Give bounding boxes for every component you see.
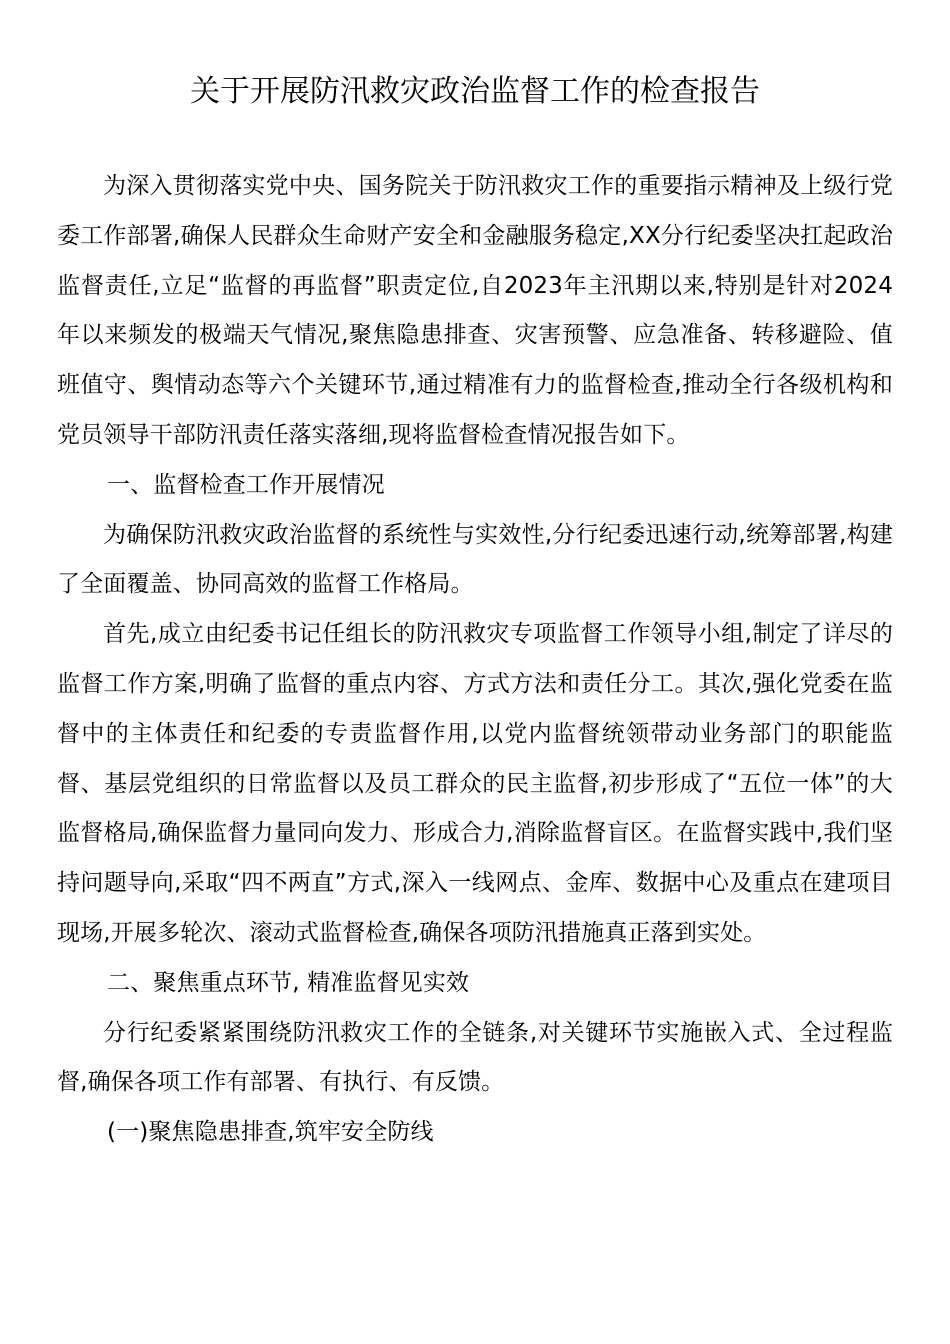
paragraph-intro: 为深入贯彻落实党中央、国务院关于防汛救灾工作的重要指示精神及上级行党委工作部署,确保人民群众生命财产安全和金融服务稳定,XX分行纪委坚决扛起政治监督责任,立足“监督的再监督”职责定位,自2023年主汛期以来,特别是针对2024年以来频发的极端天气情况,聚焦隐患排查、灾害预警、应急准备、转移避险、值班值守、舆情动态等六个关键环节,通过精准有力的监督检查,推动全行各级机构和党员领导干部防汛责任落实落细,现将监督检查情况报告如下。: [57, 173, 893, 448]
paragraph-key-links: 分行纪委紧紧围绕防汛救灾工作的全链条,对关键环节实施嵌入式、全过程监督,确保各项工作有部署、有执行、有反馈。: [57, 1019, 893, 1096]
paragraph-measures: 首先,成立由纪委书记任组长的防汛救灾专项监督工作领导小组,制定了详尽的监督工作方案,明确了监督的重点内容、方式方法和责任分工。其次,强化党委在监督中的主体责任和纪委的专责监督作用,以党内监督统领带动业务部门的职能监督、基层党组织的日常监督以及员工群众的民主监督,初步形成了“五位一体”的大监督格局,确保监督力量同向发力、形成合力,消除监督盲区。在监督实践中,我们坚持问题导向,采取“四不两直”方式,深入一线网点、金库、数据中心及重点在建项目现场,开展多轮次、滚动式监督检查,确保各项防汛措施真正落到实处。: [57, 621, 893, 946]
document-title: 关于开展防汛救灾政治监督工作的检查报告: [190, 74, 760, 109]
document-body: [57, 162, 893, 1158]
document-page: [57, 0, 893, 1158]
subsection-heading-1: (一)聚焦隐患排查,筑牢安全防线: [107, 1119, 434, 1146]
paragraph-overview: 为确保防汛救灾政治监督的系统性与实效性,分行纪委迅速行动,统筹部署,构建了全面覆盖、协同高效的监督工作格局。: [57, 521, 893, 598]
section-heading-1: 一、监督检查工作开展情况: [107, 471, 385, 498]
section-heading-2: 二、聚焦重点环节, 精准监督见实效: [107, 969, 470, 996]
